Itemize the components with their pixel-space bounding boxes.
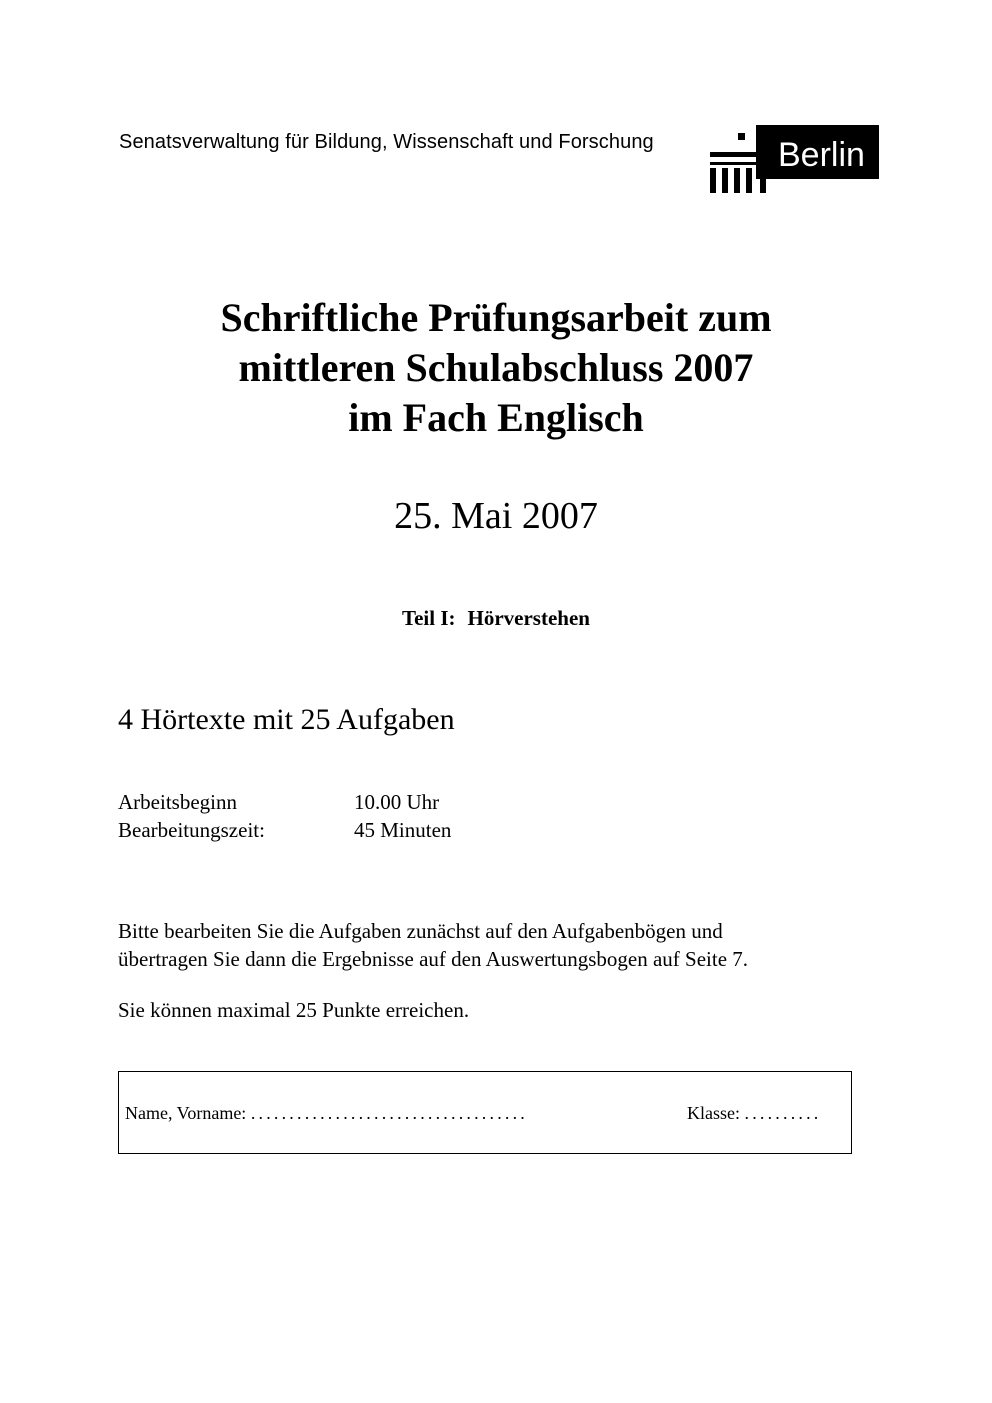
exam-part: [0, 606, 992, 631]
duration-value: 45 Minuten: [354, 818, 452, 842]
exam-info: [118, 788, 451, 844]
title-line-1: Schriftliche Prüfungsarbeit zum: [220, 295, 772, 340]
name-label: Name, Vorname:: [125, 1103, 247, 1123]
instructions: [118, 917, 748, 973]
start-value: 10.00 Uhr: [354, 790, 440, 814]
title-line-2: mittleren Schulabschluss 2007: [238, 345, 754, 390]
berlin-logo: [708, 124, 880, 194]
class-field[interactable]: [687, 1103, 822, 1124]
part-label: Teil I:: [402, 606, 456, 630]
class-label: Klasse:: [687, 1103, 740, 1123]
class-dots: ..........: [744, 1103, 822, 1123]
document-title: [0, 293, 992, 443]
instructions-line-1: Bitte bearbeiten Sie die Aufgaben zunächst auf den Aufgabenbögen und: [118, 919, 723, 943]
duration-label: Bearbeitungszeit:: [118, 818, 265, 842]
name-class-box: [118, 1071, 852, 1154]
part-name: Hörverstehen: [467, 606, 590, 630]
brandenburg-gate-logo-icon: [708, 124, 880, 194]
name-dots: ....................................: [250, 1103, 529, 1123]
texts-count: 4 Hörtexte mit 25 Aufgaben: [118, 703, 455, 736]
name-field[interactable]: [125, 1103, 528, 1124]
exam-date: 25. Mai 2007: [394, 495, 598, 537]
instructions-line-2: übertragen Sie dann die Ergebnisse auf den Auswertungsbogen auf Seite 7.: [118, 947, 749, 971]
issuing-authority: Senatsverwaltung für Bildung, Wissenschaft und Forschung: [119, 131, 654, 153]
start-row: [118, 788, 451, 816]
duration-row: [118, 816, 451, 844]
title-line-3: im Fach Englisch: [348, 395, 644, 440]
start-label: Arbeitsbeginn: [118, 790, 237, 814]
logo-wordmark: Berlin: [778, 136, 865, 174]
max-points-note: Sie können maximal 25 Punkte erreichen.: [118, 998, 470, 1022]
